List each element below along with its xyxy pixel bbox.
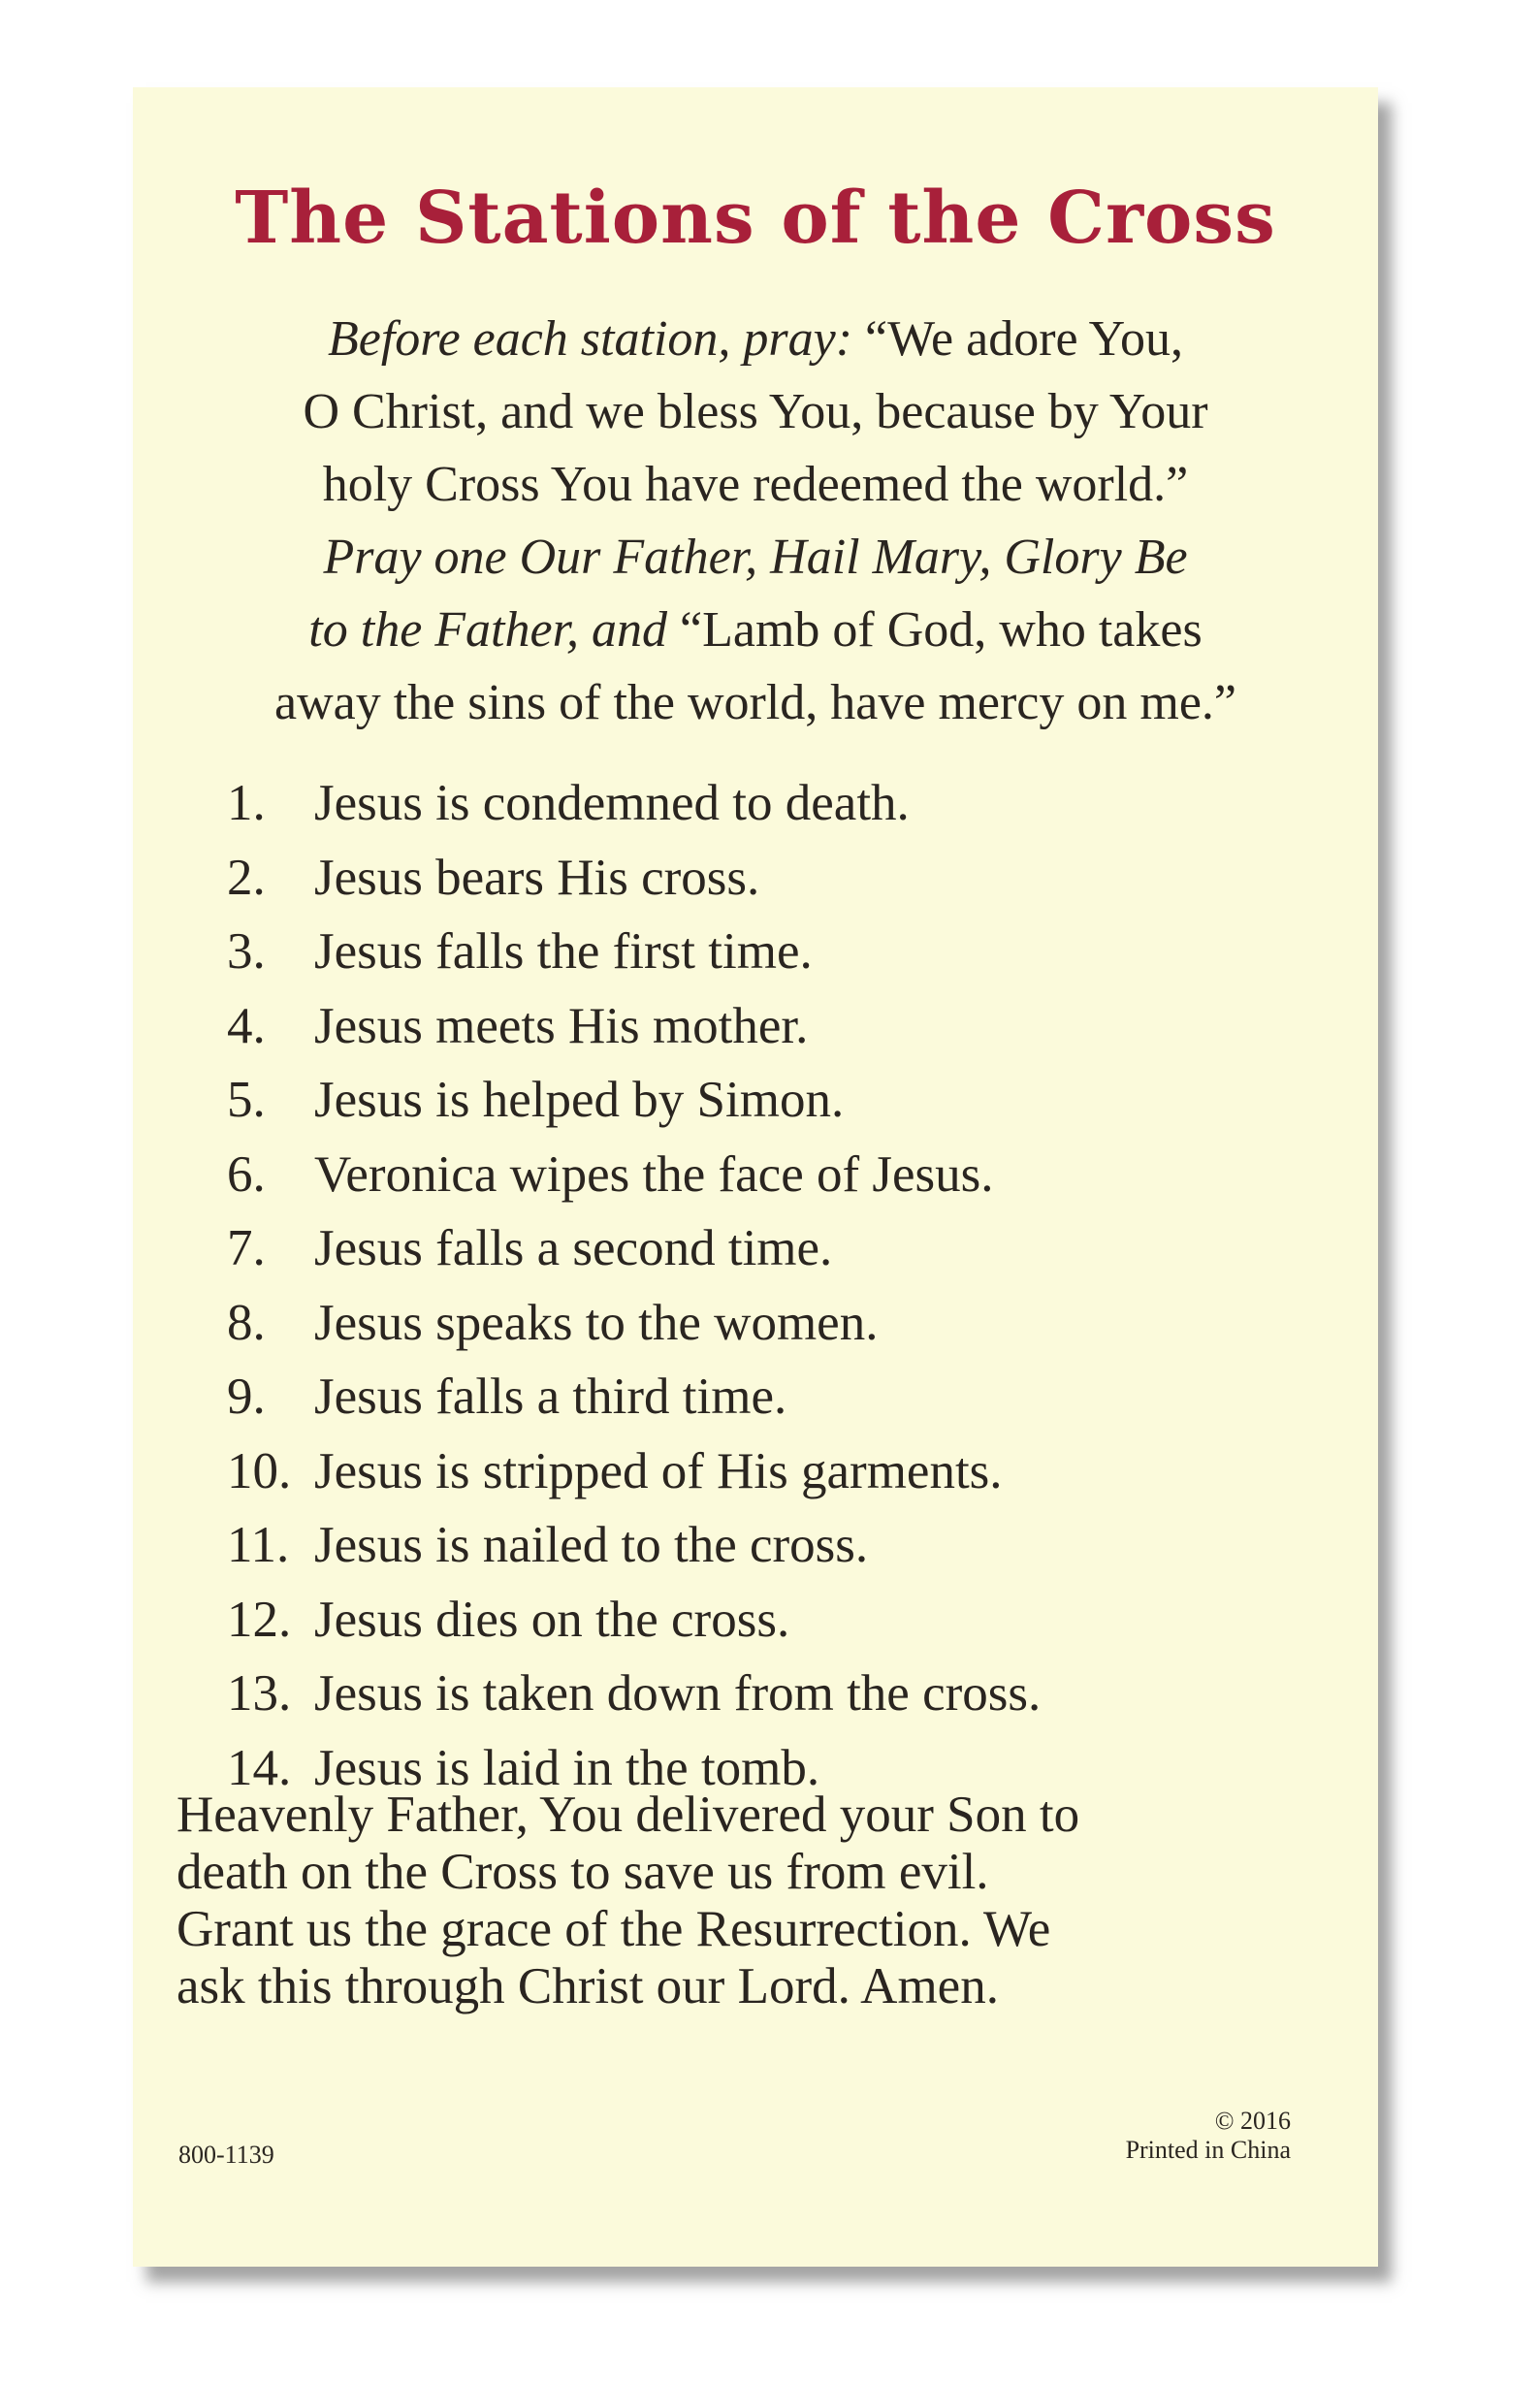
intro-line-4: Pray one Our Father, Hail Mary, Glory Be	[323, 530, 1188, 585]
closing-line: Heavenly Father, You delivered your Son to	[176, 1787, 1080, 1843]
station-text: Jesus is condemned to death.	[314, 775, 910, 831]
station-number: 13.	[227, 1665, 292, 1722]
station-text: Jesus speaks to the women.	[314, 1294, 879, 1351]
intro-line-5	[133, 594, 1378, 666]
station-item	[227, 1138, 1041, 1212]
copyright-year: © 2016	[1214, 2107, 1291, 2135]
prayer-card	[133, 87, 1378, 2267]
station-text: Jesus bears His cross.	[314, 849, 760, 906]
station-number: 6.	[227, 1145, 266, 1203]
station-text: Jesus falls a second time.	[314, 1220, 833, 1276]
station-item	[227, 1063, 1041, 1138]
station-number: 11.	[227, 1517, 290, 1573]
intro-line-5-plain: “Lamb of God, who takes	[680, 602, 1203, 658]
stations-list	[227, 766, 1041, 1805]
closing-line: death on the Cross to save us from evil.	[176, 1844, 989, 1900]
card-title: The Stations of the Cross	[235, 177, 1276, 260]
closing-prayer	[176, 1787, 1340, 2015]
station-item	[227, 989, 1041, 1064]
intro-line-1-italic: Before each station, pray:	[327, 311, 866, 367]
station-text: Jesus dies on the cross.	[314, 1591, 790, 1648]
intro-instructions	[133, 303, 1378, 739]
station-text: Jesus falls the first time.	[314, 923, 813, 980]
station-number: 4.	[227, 997, 266, 1054]
station-item	[227, 1360, 1041, 1434]
station-number: 7.	[227, 1220, 266, 1276]
product-code: 800-1139	[178, 2141, 274, 2169]
station-text: Veronica wipes the face of Jesus.	[314, 1145, 994, 1203]
closing-line: ask this through Christ our Lord. Amen.	[176, 1958, 999, 2014]
station-number: 14.	[227, 1739, 292, 1796]
station-text: Jesus falls a third time.	[314, 1369, 787, 1425]
station-text: Jesus is taken down from the cross.	[314, 1665, 1042, 1722]
intro-line-5-italic: to the Father, and	[308, 602, 681, 658]
station-number: 9.	[227, 1369, 266, 1425]
station-item	[227, 1657, 1041, 1731]
intro-line-3: holy Cross You have redeemed the world.”	[322, 457, 1189, 512]
station-number: 12.	[227, 1591, 292, 1648]
intro-line-2: O Christ, and we bless You, because by Your	[303, 384, 1208, 439]
station-text: Jesus is stripped of His garments.	[314, 1442, 1003, 1499]
station-item	[227, 1286, 1041, 1361]
intro-line-1	[133, 303, 1378, 375]
station-item	[227, 1211, 1041, 1286]
station-item	[227, 1583, 1041, 1658]
station-item	[227, 915, 1041, 989]
printed-in: Printed in China	[1125, 2136, 1291, 2164]
station-number: 2.	[227, 849, 266, 906]
closing-line: Grant us the grace of the Resurrection. We	[176, 1901, 1051, 1957]
intro-line-6: away the sins of the world, have mercy on me.”	[273, 675, 1236, 730]
station-number: 3.	[227, 923, 266, 980]
station-text: Jesus meets His mother.	[314, 997, 809, 1054]
intro-line-1-plain: “We adore You,	[865, 311, 1184, 367]
station-text: Jesus is nailed to the cross.	[314, 1517, 869, 1573]
station-number: 8.	[227, 1294, 266, 1351]
copyright-block	[1126, 2107, 1291, 2165]
station-item	[227, 1508, 1041, 1583]
station-item	[227, 766, 1041, 841]
station-text: Jesus is laid in the tomb.	[314, 1739, 820, 1796]
station-item	[227, 1434, 1041, 1509]
station-text: Jesus is helped by Simon.	[314, 1072, 845, 1128]
station-number: 10.	[227, 1442, 292, 1499]
station-number: 1.	[227, 775, 266, 831]
station-item	[227, 841, 1041, 916]
station-number: 5.	[227, 1072, 266, 1128]
